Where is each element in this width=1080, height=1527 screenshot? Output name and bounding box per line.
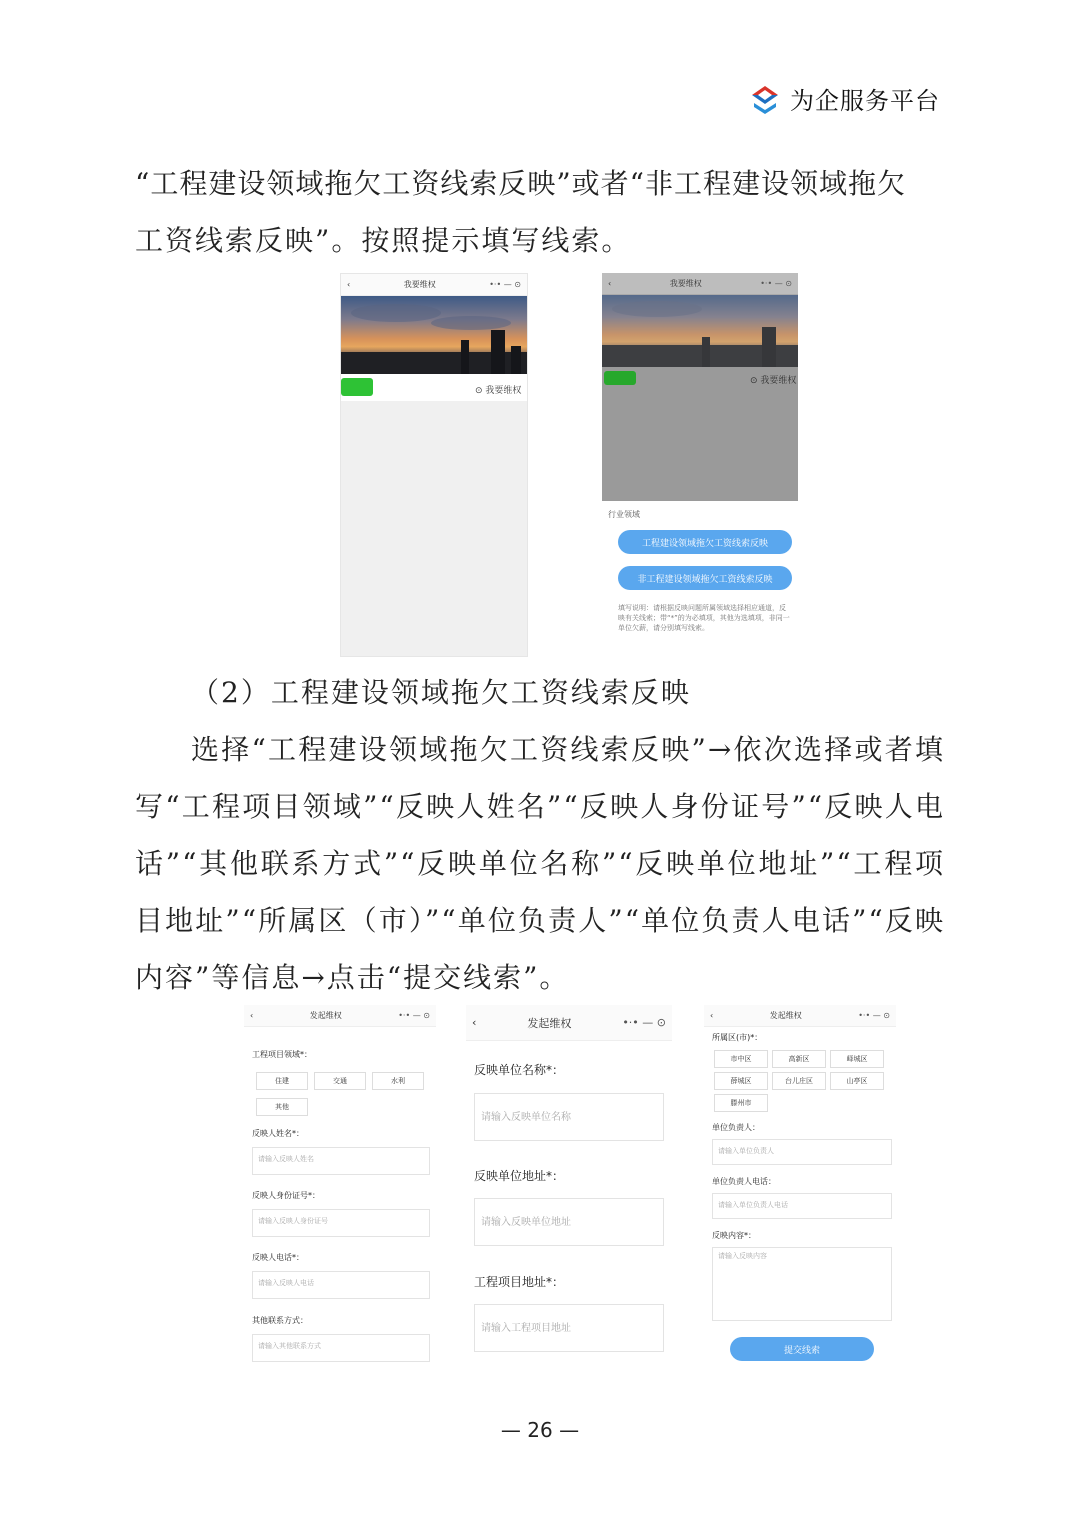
mini-title: 发起维权	[309, 1011, 342, 1020]
brand-name: 为企服务平台	[790, 86, 940, 115]
screenshot-rights-page	[340, 273, 528, 657]
mini-title: 发起维权	[527, 1016, 572, 1030]
leader-input[interactable]: 请输入单位负责人	[712, 1139, 892, 1165]
project-address-input[interactable]: 请输入工程项目地址	[474, 1304, 664, 1352]
other-contact-input[interactable]: 请输入其他联系方式	[252, 1334, 430, 1362]
id-input[interactable]: 请输入反映人身份证号	[252, 1209, 430, 1237]
project-area-label: 工程项目领域*：	[252, 1050, 312, 1059]
chip-district-2[interactable]: 高新区	[772, 1050, 826, 1068]
sunset-banner	[602, 295, 798, 367]
unit-address-input[interactable]: 请输入反映单位地址	[474, 1198, 664, 1246]
screenshot-form-part-2	[466, 1005, 672, 1367]
chip-district-7[interactable]: 滕州市	[714, 1094, 768, 1112]
mini-topbar	[602, 273, 798, 295]
unit-name-label: 反映单位名称*：	[474, 1063, 565, 1077]
page-header	[748, 78, 940, 118]
back-icon: ‹	[608, 279, 612, 288]
screenshot-rights-options	[602, 273, 798, 657]
mini-controls-icon: •·• — ⊙	[858, 1011, 890, 1020]
name-label: 反映人姓名*：	[252, 1129, 304, 1138]
rights-tag[interactable]: ⊙ 我要维权	[750, 376, 797, 386]
redacted-block	[341, 378, 373, 396]
chip-traffic[interactable]: 交通	[314, 1072, 366, 1090]
screenshot-form-part-1	[244, 1005, 436, 1367]
submit-clue-button[interactable]: 提交线索	[730, 1337, 874, 1361]
mini-topbar	[341, 274, 527, 296]
section-heading-text: （2）工程建设领域拖欠工资线索反映	[191, 676, 691, 709]
id-label: 反映人身份证号*：	[252, 1191, 320, 1200]
section-heading	[135, 664, 945, 721]
name-input[interactable]: 请输入反映人姓名	[252, 1147, 430, 1175]
paragraph-1-line-2: 工资线索反映”。按照提示填写线索。	[135, 224, 632, 257]
mini-topbar	[244, 1005, 436, 1027]
redacted-block	[604, 371, 636, 385]
screenshot-form-part-3	[704, 1005, 896, 1367]
back-icon: ‹	[472, 1016, 477, 1029]
platform-logo-icon	[748, 81, 782, 115]
mini-title: 我要维权	[669, 279, 702, 288]
unit-name-input[interactable]: 请输入反映单位名称	[474, 1093, 664, 1141]
sunset-banner	[341, 296, 527, 374]
chip-district-1[interactable]: 市中区	[714, 1050, 768, 1068]
paragraph-1	[135, 155, 945, 269]
back-icon: ‹	[250, 1011, 254, 1020]
chip-housing[interactable]: 住建	[256, 1072, 308, 1090]
chip-district-5[interactable]: 台儿庄区	[772, 1072, 826, 1090]
mini-title: 我要维权	[403, 280, 436, 289]
paragraph-1-line-1: “工程建设领域拖欠工资线索反映”或者“非工程建设领域拖欠	[135, 167, 906, 200]
tel-label: 反映人电话*：	[252, 1253, 304, 1262]
mini-controls-icon: •·• — ⊙	[622, 1016, 666, 1029]
unit-address-label: 反映单位地址*：	[474, 1169, 565, 1183]
content-textarea[interactable]: 请输入反映内容	[712, 1247, 892, 1321]
mini-topbar	[704, 1005, 896, 1027]
construction-wage-button[interactable]: 工程建设领域拖欠工资线索反映	[618, 530, 792, 554]
mini-controls-icon: •·• — ⊙	[398, 1011, 430, 1020]
leader-tel-label: 单位负责人电话：	[712, 1177, 776, 1186]
content-label: 反映内容*：	[712, 1231, 756, 1240]
mini-title: 发起维权	[769, 1011, 802, 1020]
non-construction-wage-button[interactable]: 非工程建设领域拖欠工资线索反映	[618, 566, 792, 590]
chip-other[interactable]: 其他	[256, 1098, 308, 1116]
chip-district-6[interactable]: 山亭区	[830, 1072, 884, 1090]
page-number: — 26 —	[500, 1418, 580, 1442]
loading-area	[341, 401, 527, 656]
section-label: 行业领域	[608, 510, 640, 519]
district-label: 所属区(市)*：	[712, 1033, 763, 1042]
back-icon: ‹	[710, 1011, 714, 1020]
paragraph-2	[135, 721, 945, 1006]
rights-tag[interactable]: ⊙ 我要维权	[475, 386, 522, 396]
mini-controls-icon: •·• — ⊙	[489, 280, 521, 289]
leader-tel-input[interactable]: 请输入单位负责人电话	[712, 1193, 892, 1219]
chip-water[interactable]: 水利	[372, 1072, 424, 1090]
other-contact-label: 其他联系方式：	[252, 1316, 308, 1325]
tel-input[interactable]: 请输入反映人电话	[252, 1271, 430, 1299]
project-address-label: 工程项目地址*：	[474, 1275, 565, 1289]
leader-label: 单位负责人：	[712, 1123, 760, 1132]
fill-instructions: 填写说明：请根据反映问题所属领域选择相应通道，反映有关线索；带“*”的为必填项，其他为选填项，非同一单位欠薪，请分别填写线索。	[618, 604, 790, 632]
mini-topbar	[466, 1005, 672, 1041]
mini-controls-icon: •·• — ⊙	[760, 279, 792, 288]
back-icon: ‹	[347, 280, 351, 289]
chip-district-4[interactable]: 薛城区	[714, 1072, 768, 1090]
chip-district-3[interactable]: 峄城区	[830, 1050, 884, 1068]
paragraph-2-text: 选择“工程建设领域拖欠工资线索反映”→依次选择或者填写“工程项目领域”“反映人姓名”“反映人身份证号”“反映人电话”“其他联系方式”“反映单位名称”“反映单位地址”“工程项目地址”“所属区（市）”“单位负责人”“单位负责人电话”“反映内容”等信息→点击“提交线索”。	[135, 733, 945, 994]
